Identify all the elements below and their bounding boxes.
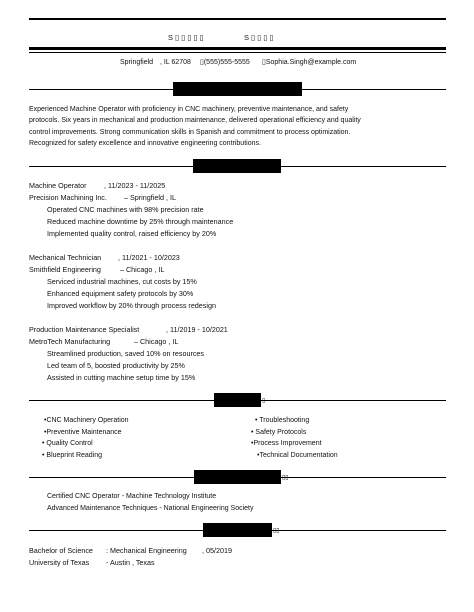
education-field: : Mechanical Engineering bbox=[106, 546, 187, 555]
contact-email[interactable]: ▯Sophia.Singh@example.com bbox=[262, 59, 357, 66]
skills-heading-glyph: ▯ bbox=[262, 398, 266, 404]
skill-item: •CNC Machinery Operation bbox=[44, 417, 129, 424]
experience-heading-bar bbox=[193, 159, 281, 173]
header-rule-thick bbox=[29, 47, 446, 50]
education-degree: Bachelor of Science bbox=[29, 546, 93, 555]
summary-text: Experienced Machine Operator with proficiency in CNC machinery, preventive maintenance, and safety protocols. Six years in mechanical and production maintenance, delivered operational efficiency and quality control improvements. Strong communication skills in Spanish and commitment to process optimization. Recognized for safety excellence and innovative engineering contributions. bbox=[29, 106, 361, 148]
skill-item: • Troubleshooting bbox=[255, 417, 310, 424]
skill-item: • Safety Protocols bbox=[251, 429, 307, 436]
summary-heading-bar bbox=[173, 82, 302, 96]
skill-item: •Preventive Maintenance bbox=[44, 429, 122, 436]
skill-item: •Process Improvement bbox=[251, 440, 322, 447]
education-heading-glyph: ▯▯ bbox=[273, 528, 280, 534]
education-date: , 05/2019 bbox=[202, 546, 232, 555]
job-bullet: Assisted in cutting machine setup time by 15% bbox=[47, 373, 196, 382]
job-dates: , 11/2023 - 11/2025 bbox=[104, 181, 166, 190]
job-company: Smithfield Engineering bbox=[29, 265, 101, 274]
job-bullet: Operated CNC machines with 98% precision rate bbox=[47, 205, 204, 214]
job-bullet: Implemented quality control, raised efficiency by 20% bbox=[47, 229, 217, 238]
job-title: Mechanical Technician bbox=[29, 253, 102, 262]
job-bullet: Reduced machine downtime by 25% through maintenance bbox=[47, 217, 234, 226]
contact-city: Springfield bbox=[120, 59, 154, 66]
job-company: Precision Machining Inc. bbox=[29, 193, 107, 202]
contact-state: , IL 62708 bbox=[160, 59, 191, 66]
contact-phone[interactable]: ▯(555)555-5555 bbox=[200, 59, 250, 66]
skill-item: •Technical Documentation bbox=[257, 452, 338, 459]
job-location: – Chicago , IL bbox=[120, 265, 165, 274]
certification-item: Certified CNC Operator - Machine Technology Institute bbox=[47, 493, 217, 500]
job-title: Production Maintenance Specialist bbox=[29, 325, 140, 334]
job-company: MetroTech Manufacturing bbox=[29, 337, 111, 346]
job-bullet: Serviced industrial machines, cut costs by 15% bbox=[47, 277, 197, 286]
first-name: S▯▯▯▯▯ bbox=[168, 33, 206, 42]
job-dates: , 11/2019 - 10/2021 bbox=[166, 325, 228, 334]
job-location: – Chicago , IL bbox=[134, 337, 179, 346]
last-name: S▯▯▯▯ bbox=[244, 33, 276, 42]
job-title: Machine Operator bbox=[29, 181, 87, 190]
job-bullet: Enhanced equipment safety protocols by 30% bbox=[47, 289, 194, 298]
education-location: - Austin , Texas bbox=[106, 558, 155, 567]
certifications-heading-bar bbox=[194, 470, 281, 484]
certification-item: Advanced Maintenance Techniques - National Engineering Society bbox=[47, 505, 254, 512]
job-bullet: Streamlined production, saved 10% on resources bbox=[47, 349, 205, 358]
certifications-heading-glyph: ▯▯ bbox=[282, 475, 289, 481]
skill-item: • Quality Control bbox=[42, 440, 93, 447]
job-bullet: Led team of 5, boosted productivity by 25% bbox=[47, 361, 185, 370]
top-rule bbox=[29, 18, 446, 20]
education-school: University of Texas bbox=[29, 558, 90, 567]
job-bullet: Improved workflow by 20% through process redesign bbox=[47, 301, 216, 310]
skills-heading-bar bbox=[214, 393, 261, 407]
skill-item: • Blueprint Reading bbox=[42, 452, 103, 459]
job-location: – Springfield , IL bbox=[124, 193, 176, 202]
education-heading-bar bbox=[203, 523, 272, 537]
header-rule-thin bbox=[29, 52, 446, 53]
job-dates: , 11/2021 - 10/2023 bbox=[118, 253, 180, 262]
